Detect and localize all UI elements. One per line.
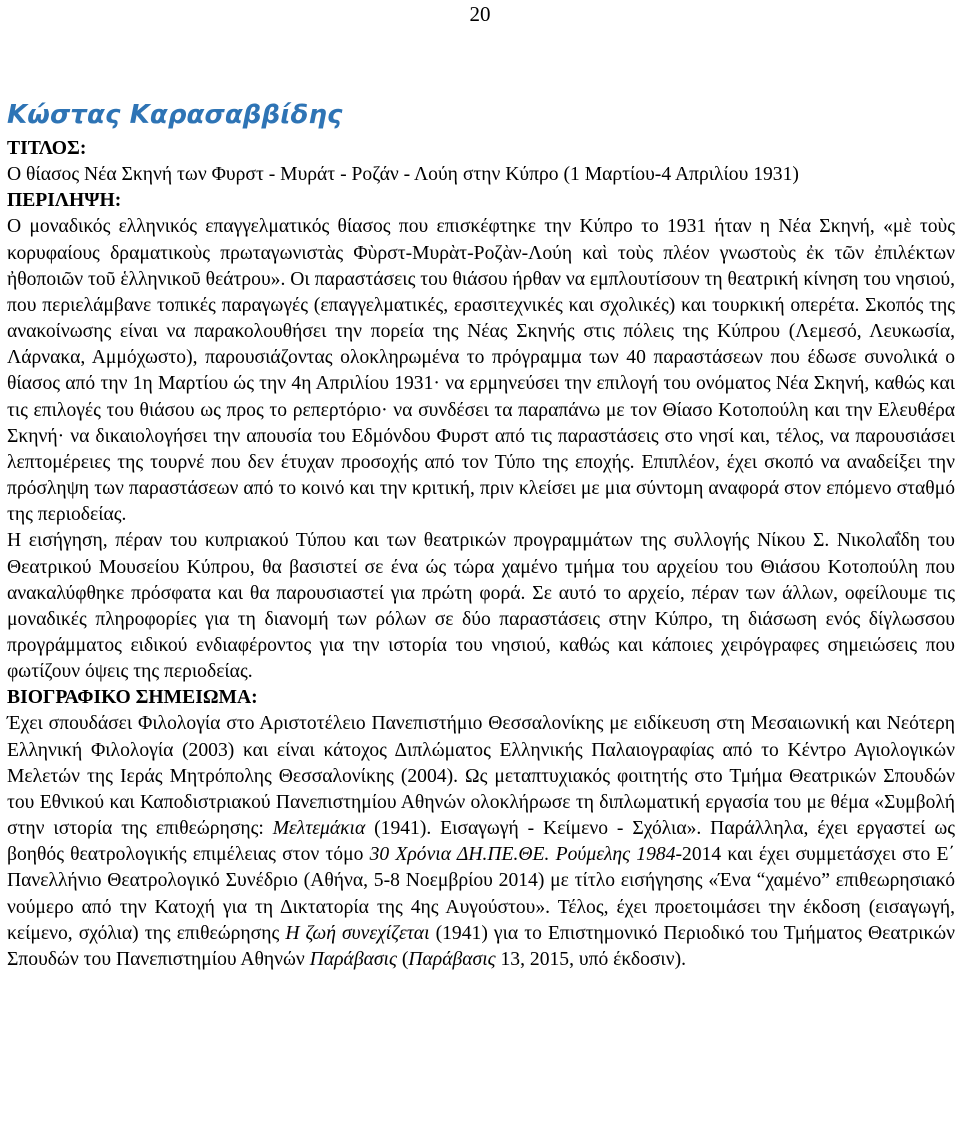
bio-italic-text: Η ζωή συνεχίζεται [285, 922, 430, 944]
bio-italic-text: Μελτεμάκια [272, 818, 366, 840]
author-name: Κώστας Καρασαββίδης [7, 100, 343, 130]
abstract-heading: ΠΕΡΙΛΗΨΗ: [7, 190, 122, 212]
bio-heading: ΒΙΟΓΡΑΦΙΚΟ ΣΗΜΕΙΩΜΑ: [7, 687, 258, 709]
bio-text: 13, 2015, υπό έκδοσιν). [495, 948, 686, 970]
title-text: Ο θίασος Νέα Σκηνή των Φυρστ - Μυράτ - Ροζάν - Λούη στην Κύπρο (1 Μαρτίου-4 Απριλίου 1931) [7, 164, 799, 186]
document-body [7, 136, 955, 973]
bio-italic-text: 30 Χρόνια ΔΗ.ΠΕ.ΘΕ. Ρούμελης 1984 [369, 844, 676, 866]
bio-italic-text: Παράβασις [408, 948, 496, 970]
bio-italic-text: Παράβασις [309, 948, 397, 970]
bio-text: ( [396, 948, 409, 970]
bio-text: (1941) για το Επιστημονικό Περιοδικό του Τμήματος Θεατρικών Σπουδών του Πανεπιστημίου Αθηνών [7, 922, 955, 970]
page-number: 20 [469, 2, 491, 26]
bio-text: (1941). Εισαγωγή - Κείμενο - Σχόλια». Παράλληλα, έχει εργαστεί ως βοηθός θεατρολογικής επιμέλειας στον τόμο [7, 818, 955, 866]
title-heading: ΤΙΤΛΟΣ: [7, 138, 87, 159]
bio-text: Έχει σπουδάσει Φιλολογία στο Αριστοτέλειο Πανεπιστήμιο Θεσσαλονίκης με ειδίκευση στη Μεσαιωνική και Νεότερη Ελληνική Φιλολογία (2003) και είναι κάτοχος Διπλώματος Ελληνικής Παλαιογραφίας από το Κέντρο Αγιολογικών Μελετών της Ιεράς Μητρόπολης Θεσσαλονίκης (2004). Ως μεταπτυχιακός φοιτητής στο Τμήμα Θεατρικών Σπουδών του Εθνικού και Καποδιστριακού Πανεπιστημίου Αθηνών ολοκλήρωσε τη διπλωματική εργασία του με θέμα «Συμβολή στην ιστορία της επιθεώρησης: [7, 713, 955, 840]
bio-text: -2014 και έχει συμμετάσχει στο Ε΄ Πανελλήνιο Θεατρολογικό Συνέδριο (Αθήνα, 5-8 Νοεμβρίου 2014) με τίτλο εισήγησης «Ένα “χαμένο” επιθεωρησιακό νούμερο από την Κατοχή για τη Δικτατορία της 4ης Αυγούστου». Τέλος, έχει προετοιμάσει την έκδοση (εισαγωγή, κείμενο, σχόλια) της επιθεώρησης [7, 844, 956, 944]
abstract-paragraph: Ο μοναδικός ελληνικός επαγγελματικός θίασος που επισκέφτηκε την Κύπρο το 1931 ήταν η Νέα Σκηνή, «μὲ τοὺς κορυφαίους δραματικοὺς πρωταγωνιστὰς Φὺρστ-Μυρὰτ-Ροζὰν-Λούη καὶ τοὺς πλέον γνωστοὺς ἐκ τῶν ἐπιλέκτων ἠθοποιῶν τοῦ ἑλληνικοῦ θεάτρου». Οι παραστάσεις του θιάσου ήρθαν να εμπλουτίσουν τη θεατρική κίνηση του νησιού, που περιελάμβανε τοπικές παραγωγές (επαγγελματικές, ερασιτεχνικές και σχολικές) και τουρκική οπερέτα. Σκοπός της ανακοίνωσης είναι να παρακολουθήσει την πορεία της Νέας Σκηνής στις πόλεις της Κύπρου (Λεμεσό, Λευκωσία, Λάρνακα, Αμμόχωστο), παρουσιάζοντας ολοκληρωμένα το πρόγραμμα των 40 παραστάσεων που έδωσε συνολικά ο θίασος από την 1η Μαρτίου ώς την 4η Απριλίου 1931· να ερμηνεύσει την επιλογή του ονόματος Νέα Σκηνή, καθώς και τις επιλογές του θιάσου ως προς το ρεπερτόριο· να συνδέσει τα παραπάνω με τον Θίασο Κοτοπούλη και την Ελευθέρα Σκηνή· να δικαιολογήσει την απουσία του Εδμόνδου Φυρστ από τις παραστάσεις στο νησί και, τέλος, να παρουσιάσει λεπτομέρειες της τουρνέ που δεν έτυχαν προσοχής από τον Τύπο της εποχής. Επιπλέον, έχει σκοπό να αναδείξει την πρόσληψη των παραστάσεων από το κοινό και την κριτική, πριν κλείσει με μια σύντομη αναφορά στον επόμενο σταθμό της περιοδείας. [7, 216, 955, 526]
bio-paragraph [7, 711, 955, 973]
abstract-paragraph: Η εισήγηση, πέραν του κυπριακού Τύπου και των θεατρικών προγραμμάτων της συλλογής Νίκου Σ. Νικολαΐδη του Θεατρικού Μουσείου Κύπρου, θα βασιστεί σε ένα ώς τώρα χαμένο τμήμα του αρχείου του Θιάσου Κοτοπούλη που ανακαλύφθηκε πρόσφατα και θα παρουσιαστεί για πρώτη φορά. Σε αυτό το αρχείο, πέραν των άλλων, οφείλουμε τις μοναδικές πληροφορίες για τη διανομή των ρόλων σε δύο παραστάσεις στην Κύπρο, τη διάσωση ενός δίγλωσσου προγράμματος ειδικού ενδιαφέροντος για την ιστορία του νησιού, καθώς και κάποιες χειρόγραφες σημειώσεις που φωτίζουν όψεις της περιοδείας. [7, 530, 955, 683]
